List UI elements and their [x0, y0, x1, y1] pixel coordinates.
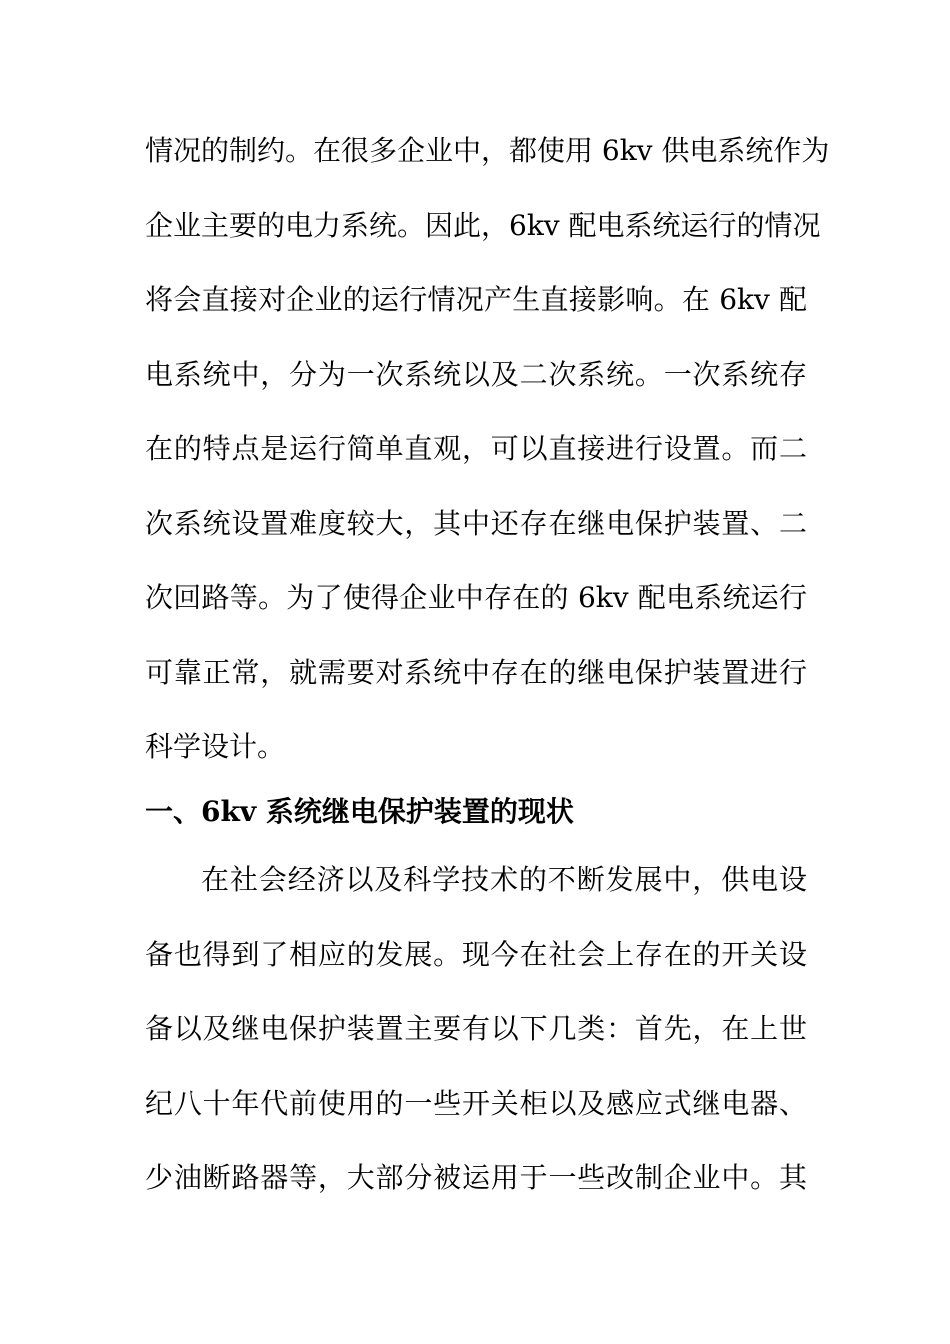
section-heading: 一、6kv 系统继电保护装置的现状: [145, 795, 574, 828]
paragraph-2-line-2: 备也得到了相应的发展。现今在社会上存在的开关设: [145, 938, 807, 971]
paragraph-1-line-9: 科学设计。: [145, 730, 286, 763]
paragraph-1-line-2: 企业主要的电力系统。因此，6kv 配电系统运行的情况: [145, 209, 821, 242]
paragraph-2-line-5: 少油断路器等，大部分被运用于一些改制企业中。其: [145, 1161, 807, 1194]
paragraph-1-line-5: 在的特点是运行简单直观，可以直接进行设置。而二: [145, 432, 807, 465]
paragraph-1-line-1: 情况的制约。在很多企业中，都使用 6kv 供电系统作为: [145, 134, 830, 167]
paragraph-1-line-4: 电系统中，分为一次系统以及二次系统。一次系统存: [145, 358, 807, 391]
paragraph-1-line-3: 将会直接对企业的运行情况产生直接影响。在 6kv 配: [145, 283, 807, 316]
paragraph-1-line-6: 次系统设置难度较大，其中还存在继电保护装置、二: [145, 507, 807, 540]
paragraph-1-line-8: 可靠正常，就需要对系统中存在的继电保护装置进行: [145, 656, 807, 689]
paragraph-2-line-1: 在社会经济以及科学技术的不断发展中，供电设: [201, 863, 807, 896]
paragraph-2-line-4: 纪八十年代前使用的一些开关柜以及感应式继电器、: [145, 1087, 807, 1120]
paragraph-2-line-3: 备以及继电保护装置主要有以下几类：首先，在上世: [145, 1012, 807, 1045]
paragraph-1-line-7: 次回路等。为了使得企业中存在的 6kv 配电系统运行: [145, 581, 807, 614]
